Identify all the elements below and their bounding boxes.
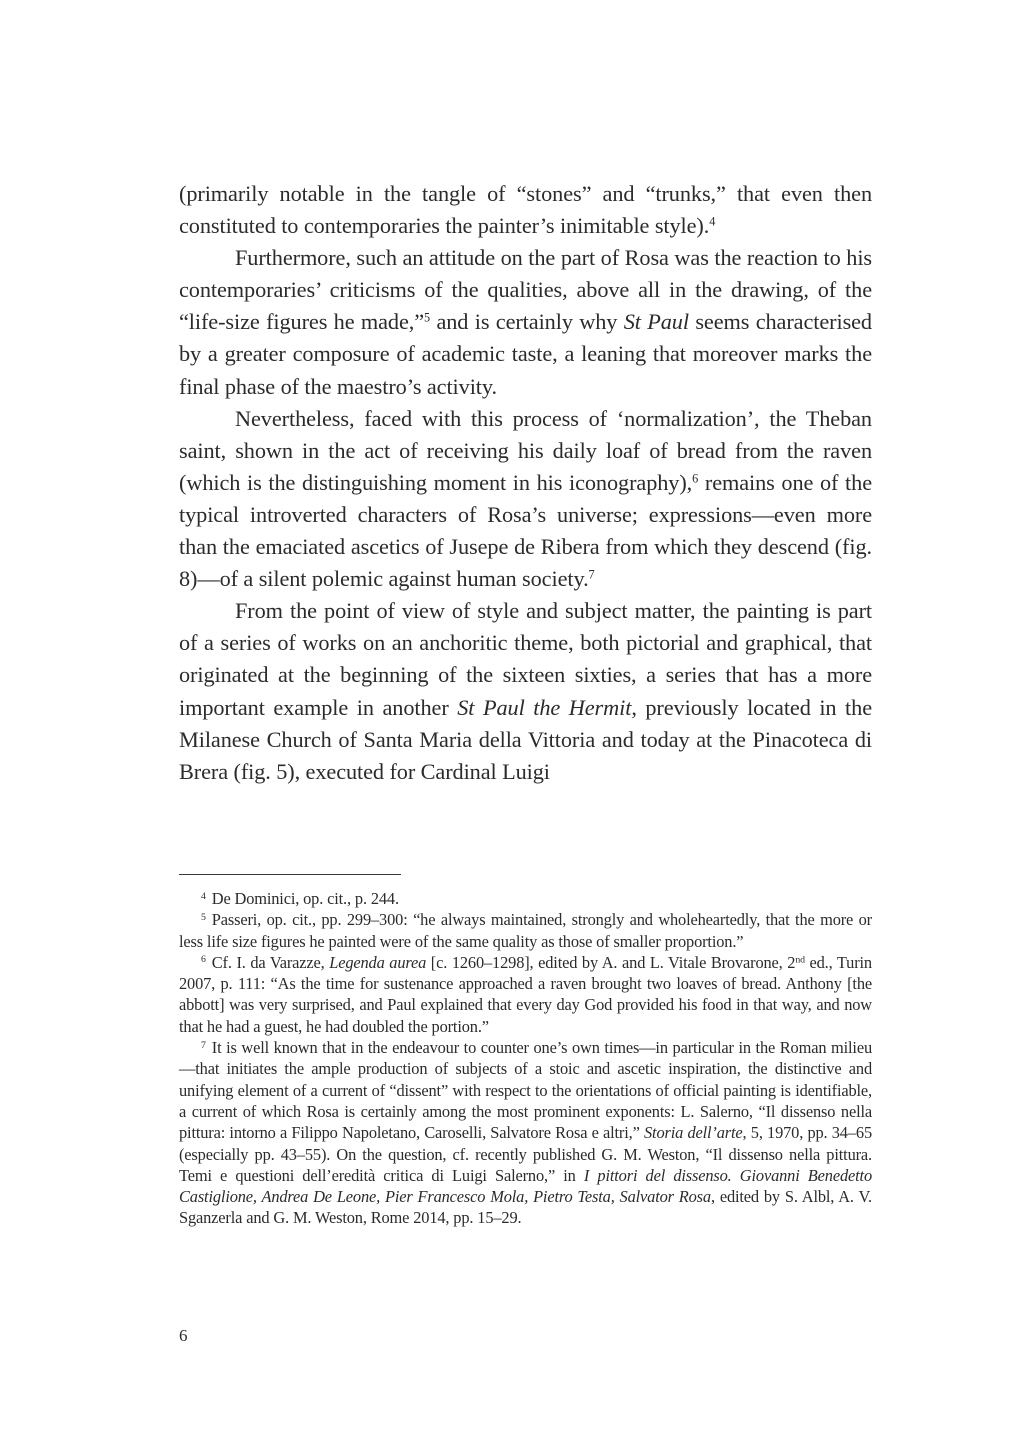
- italic-title: St Paul the Hermit: [457, 694, 632, 720]
- italic-title: I pittori del dissenso. Giovanni Benedetto Castiglione, Andrea De Leone, Pier Francesco Mola, Pietro Testa, Salvator Rosa: [179, 1165, 872, 1207]
- italic-title: St Paul: [623, 309, 689, 335]
- body-text: [179, 178, 872, 788]
- paragraph-1: (primarily notable in the tangle of “stones” and “trunks,” that even then constituted to contemporaries the painter’s inimitable style).$^4$: [179, 181, 872, 239]
- footnote-number: 6: [201, 954, 206, 966]
- footnote-5: $^5$ Passeri, op. cit., pp. 299–300: “he always maintained, strongly and wholeheartedly, that the more or less life size figures he painted were of the same quality as those of smaller proportion.”: [179, 910, 872, 951]
- footnote-number: 7: [201, 1039, 206, 1051]
- footnote-6: $^6$ Cf. I. da Varazze, Legenda aurea [c. 1260–1298], edited by A. and L. Vitale Brovarone, 2nd ed., Turin 2007, p. 111: “As the time for sustenance approached a raven brought two loaves of bread. Anthony [the abbott] was very surprised, and Paul explained that every day God provided his food in that way, and now that he had a guest, he had doubled the portion.”: [179, 952, 872, 1036]
- footnote-ref-5[interactable]: 5: [424, 311, 431, 326]
- paragraph-4: From the point of view of style and subject matter, the painting is part of a series of works on an anchoritic theme, both pictorial and graphical, that originated at the beginning of the sixteen sixties, a series that has a more important example in another St Paul the Hermit, previously located in the Milanese Church of Santa Maria della Vittoria and today at the Pinacoteca di Brera (fig. 5), executed for Cardinal Luigi: [179, 598, 872, 784]
- footnote-ref-7[interactable]: 7: [588, 567, 595, 582]
- italic-title: Legenda aurea: [329, 952, 427, 972]
- paragraph-3: Nevertheless, faced with this process of ‘normalization’, the Theban saint, shown in the act of receiving his daily loaf of bread from the raven (which is the distinguishing moment in his iconography),$^6$ remains one of the typical introverted characters of Rosa’s universe; expressions—even more than the emaciated ascetics of Jusepe de Ribera from which they descend (fig. 8)—of a silent polemic against human society.$^7$: [179, 405, 872, 592]
- footnote-7: $^7$ It is well known that in the endeavour to counter one’s own times—in particular in the Roman milieu—that initiates the ample production of subjects of a stoic and ascetic inspiration, the distinctive and unifying element of a current of “dissent” with respect to the orientations of official painting is identifiable, a current of which Rosa is certainly among the most prominent exponents: L. Salerno, “Il dissenso nella pittura: intorno a Filippo Napoletano, Caroselli, Salvatore Rosa e altri,” Storia dell’arte, 5, 1970, pp. 34–65 (especially pp. 43–55). On the question, cf. recently published G. M. Weston, “Il dissenso nella pittura. Temi e questioni dell’eredità critica di Luigi Salerno,” in I pittori del dissenso. Giovanni Benedetto Castiglione, Andrea De Leone, Pier Francesco Mola, Pietro Testa, Salvator Rosa, edited by S. Albl, A. V. Sganzerla and G. M. Weston, Rome 2014, pp. 15–29.: [179, 1038, 872, 1228]
- italic-title: Storia dell’arte: [644, 1123, 743, 1143]
- paragraph-2: Furthermore, such an attitude on the part of Rosa was the reaction to his contemporaries’ criticisms of the qualities, above all in the drawing, of the “life-size figures he made,”$^5$ and is certainly why St Paul seems characterised by a greater composure of academic taste, a leaning that moreover marks the final phase of the maestro’s activity.: [179, 245, 872, 399]
- footnote-4: $^4$ De Dominici, op. cit., p. 244.: [201, 889, 399, 908]
- footnote-separator: [179, 874, 401, 875]
- footnote-number: 5: [201, 911, 206, 923]
- page-number: 6: [179, 1326, 188, 1345]
- footnotes: [179, 888, 872, 1229]
- ordinal-suffix: nd: [795, 954, 805, 966]
- footnote-ref-4[interactable]: 4: [709, 214, 716, 229]
- footnote-ref-6[interactable]: 6: [692, 471, 699, 486]
- footnote-number: 4: [201, 890, 206, 902]
